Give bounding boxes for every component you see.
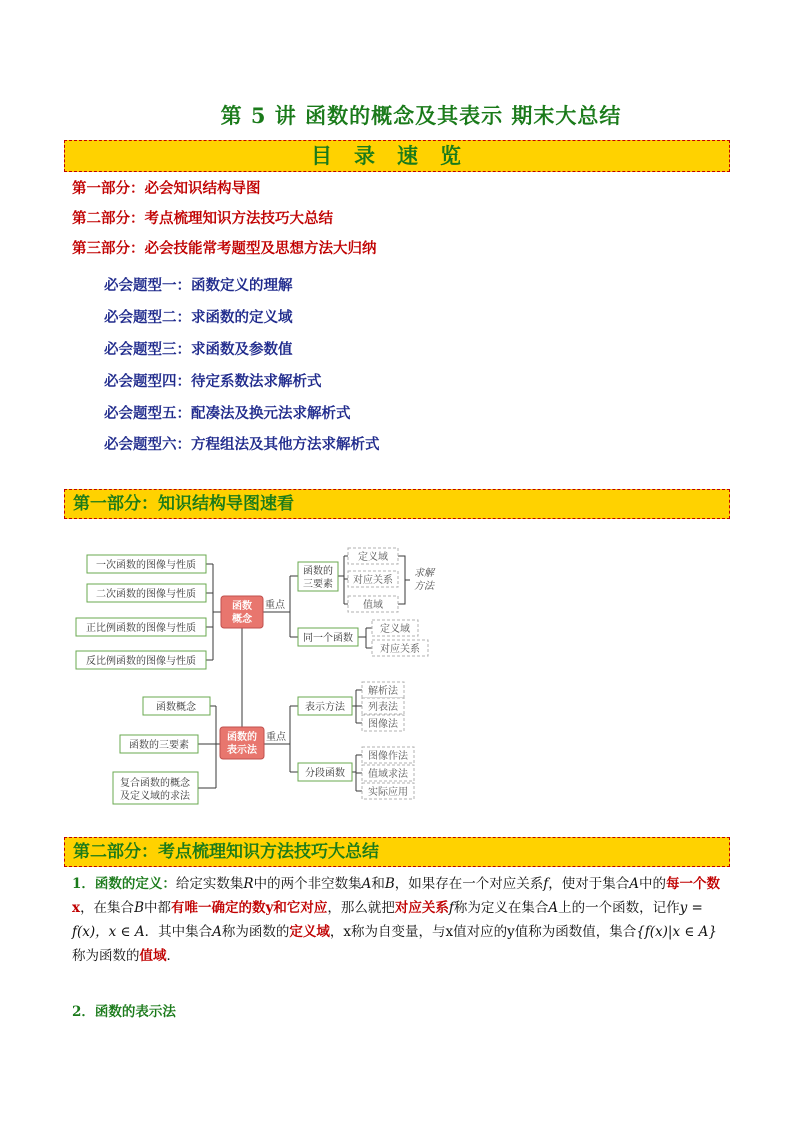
mm-same-function: 同一个函数 bbox=[303, 633, 353, 644]
mm-rep-item-3: 图像法 bbox=[368, 719, 398, 730]
section-1-banner: 第一部分：知识结构导图速看 bbox=[64, 489, 730, 519]
mm-same-item-2: 对应关系 bbox=[380, 644, 420, 655]
topic-3-link[interactable]: 必会题型三：求函数及参数值 bbox=[104, 341, 293, 358]
knowledge-mind-map bbox=[0, 540, 794, 810]
mm-three-item-3: 值域 bbox=[363, 600, 383, 611]
section-2-banner: 第二部分：考点梳理知识方法技巧大总结 bbox=[64, 837, 730, 867]
mm-center-top-2: 概念 bbox=[232, 614, 252, 625]
part-2-link[interactable]: 第二部分：考点梳理知识方法技巧大总结 bbox=[72, 210, 333, 227]
mm-same-item-1: 定义域 bbox=[380, 624, 410, 635]
part-3-link[interactable]: 第三部分：必会技能常考题型及思想方法大归纳 bbox=[72, 240, 377, 257]
mm-piecewise: 分段函数 bbox=[305, 768, 345, 779]
mm-left-top-1: 一次函数的图像与性质 bbox=[96, 560, 196, 571]
mm-representation: 表示方法 bbox=[305, 702, 345, 713]
toc-banner: 目录速览 bbox=[64, 140, 730, 172]
part-1-link[interactable]: 第一部分：必会知识结构导图 bbox=[72, 180, 261, 197]
mm-three-item-2: 对应关系 bbox=[353, 575, 393, 586]
mm-left-top-2: 二次函数的图像与性质 bbox=[96, 589, 196, 600]
mm-rep-item-1: 解析法 bbox=[368, 686, 398, 697]
mm-left-bottom-3: 复合函数的概念 bbox=[120, 778, 190, 789]
mm-solve-method-1: 求解 bbox=[414, 568, 434, 579]
topic-2-link[interactable]: 必会题型二：求函数的定义域 bbox=[104, 309, 293, 326]
definition-paragraph: 1．函数的定义：给定实数集R中的两个非空数集A和B，如果存在一个对应关系f，使对于集合A中的每一个数x，在集合B中都有唯一确定的数y和它对应，那么就把对应关系f称为定义在集合A上的一个函数，记作y = f(x)，x ∈ A．其中集合A称为函数的定义域，x称为自变量，与x值对应的y值称为函数值，集合{f(x)|x ∈ A}称为函数的值域． bbox=[72, 876, 720, 964]
mm-three-item-1: 定义域 bbox=[358, 552, 388, 563]
topic-6-link[interactable]: 必会题型六：方程组法及其他方法求解析式 bbox=[104, 436, 380, 453]
mm-left-top-4: 反比例函数的图像与性质 bbox=[86, 656, 196, 667]
mm-rep-item-2: 列表法 bbox=[368, 702, 398, 713]
mm-edge-label-top: 重点 bbox=[265, 600, 285, 611]
topic-1-link[interactable]: 必会题型一：函数定义的理解 bbox=[104, 277, 293, 294]
mm-piece-item-3: 实际应用 bbox=[368, 787, 408, 798]
mm-left-bottom-2: 函数的三要素 bbox=[129, 740, 189, 751]
page-title: 第 5 讲 函数的概念及其表示 期末大总结 bbox=[220, 103, 622, 128]
mm-left-bottom-4: 及定义域的求法 bbox=[120, 791, 190, 802]
mm-three-elements-2: 三要素 bbox=[303, 579, 333, 590]
topic-5-link[interactable]: 必会题型五：配凑法及换元法求解析式 bbox=[104, 405, 351, 422]
mm-piece-item-2: 值域求法 bbox=[368, 769, 408, 780]
mm-center-bottom-1: 函数的 bbox=[227, 732, 257, 743]
mm-left-bottom-1: 函数概念 bbox=[156, 702, 196, 713]
mm-solve-method-2: 方法 bbox=[414, 581, 434, 592]
mm-left-top-3: 正比例函数的图像与性质 bbox=[86, 623, 196, 634]
mm-piece-item-1: 图像作法 bbox=[368, 751, 408, 762]
mm-center-top-1: 函数 bbox=[232, 601, 252, 612]
mm-three-elements-1: 函数的 bbox=[303, 566, 333, 577]
topic-4-link[interactable]: 必会题型四：待定系数法求解析式 bbox=[104, 373, 322, 390]
mm-center-bottom-2: 表示法 bbox=[227, 745, 257, 756]
item-2-heading: 2．函数的表示法 bbox=[72, 1004, 176, 1020]
mm-edge-label-bottom: 重点 bbox=[266, 732, 286, 743]
